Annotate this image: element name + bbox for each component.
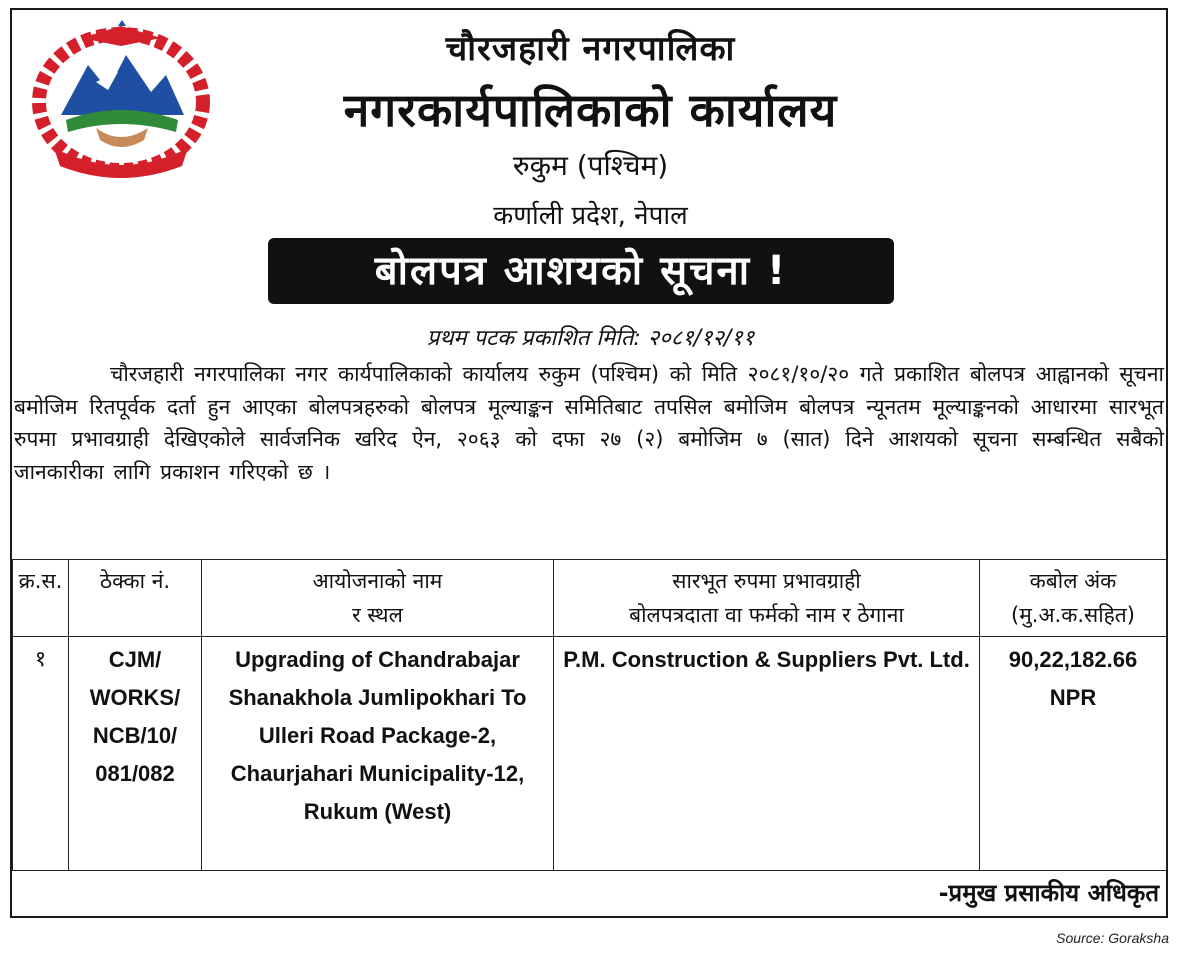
bid-table xyxy=(12,559,1167,871)
cell-bidder: P.M. Construction & Suppliers Pvt. Ltd. xyxy=(554,637,980,871)
office-name: नगरकार्यपालिकाको कार्यालय xyxy=(343,83,838,137)
col-header-bidder: सारभूत रुपमा प्रभावग्राही बोलपत्रदाता वा फर्मको नाम र ठेगाना xyxy=(554,560,980,637)
cell-sn: १ xyxy=(13,637,69,871)
col-header-amount: कबोल अंक (मु.अ.क.सहित) xyxy=(980,560,1167,637)
publish-date: प्रथम पटक प्रकाशित मिति: २०८१/१२/११ xyxy=(426,326,755,351)
cell-amount: 90,22,182.66 NPR xyxy=(980,637,1167,871)
table-header-row xyxy=(13,560,1167,637)
table-row xyxy=(13,637,1167,871)
cell-project: Upgrading of Chandrabajar Shanakhola Jumlipokhari To Ulleri Road Package-2, Chaurjahari Municipality-12, Rukum (West) xyxy=(202,637,554,871)
signoff: -प्रमुख प्रसाकीय अधिकृत xyxy=(938,879,1159,907)
municipality-name: चौरजहारी नगरपालिका xyxy=(445,29,736,69)
province-name: कर्णाली प्रदेश, नेपाल xyxy=(493,201,688,231)
col-header-contract-no: ठेक्का नं. xyxy=(69,560,202,637)
notice-body: चौरजहारी नगरपालिका नगर कार्यपालिकाको कार्यालय रुकुम (पश्चिम) को मिति २०८१/१०/२० गते प्रकाशित बोलपत्र आह्वानको सूचना बमोजिम रितपूर्वक दर्ता हुन आएका बोलपत्रहरुको बोलपत्र मूल्याङ्कन समितिबाट तपसिल बमोजिम बोलपत्र न्यूनतम मूल्याङ्कनको आधारमा सारभूत रुपमा प्रभावग्राही देखिएकोले सार्वजनिक खरिद ऐन, २०६३ को दफा २७ (२) बमोजिम ७ (सात) दिने आशयको सूचना सम्बन्धित सबैको जानकारीका लागि प्रकाशन गरिएको छ । xyxy=(14,362,1164,484)
district-name: रुकुम (पश्चिम) xyxy=(512,149,669,182)
cell-contract-no: CJM/ WORKS/ NCB/10/ 081/082 xyxy=(69,637,202,871)
source-credit: Source: Goraksha xyxy=(1056,930,1169,946)
notice-title-banner: बोलपत्र आशयको सूचना ! xyxy=(268,238,894,304)
col-header-project: आयोजनाको नाम र स्थल xyxy=(202,560,554,637)
col-header-sn: क्र.स. xyxy=(13,560,69,637)
